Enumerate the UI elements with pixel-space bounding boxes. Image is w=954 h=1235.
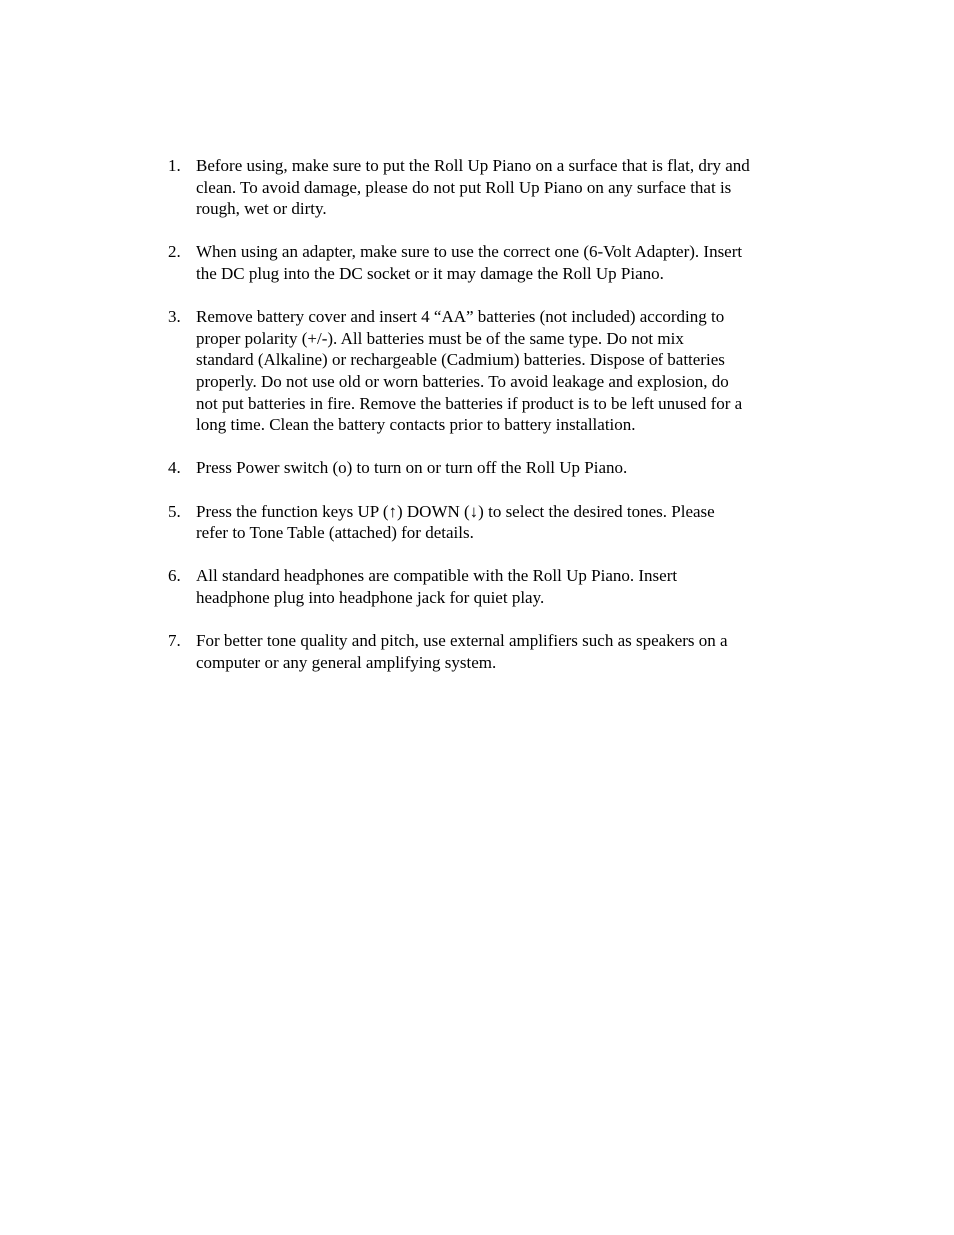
item-text-line: Press the function keys UP (↑) DOWN (↓) to select the desired tones. Please (196, 501, 715, 521)
item-text-line: Before using, make sure to put the Roll Up Piano on a surface that is flat, dry and (196, 156, 750, 175)
item-text-line: refer to Tone Table (attached) for details. (196, 523, 474, 543)
item-number: 6. (168, 566, 181, 586)
item-number: 1. (168, 156, 181, 175)
item-text-line: the DC plug into the DC socket or it may damage the Roll Up Piano. (196, 263, 664, 283)
list-item (168, 155, 818, 220)
item-text-line: headphone plug into headphone jack for quiet play. (196, 587, 545, 607)
item-text-line: long time. Clean the battery contacts prior to battery installation. (196, 415, 636, 435)
item-number: 2. (168, 242, 181, 262)
item-number: 3. (168, 307, 181, 327)
list-item (168, 501, 818, 544)
list-item (168, 457, 818, 479)
item-text-line: All standard headphones are compatible with the Roll Up Piano. Insert (196, 566, 678, 586)
item-text-line: clean. To avoid damage, please do not put Roll Up Piano on any surface that is (196, 177, 732, 197)
list-item (168, 306, 818, 436)
item-text-line: Remove battery cover and insert 4 “AA” batteries (not included) according to (196, 307, 725, 327)
item-number: 7. (168, 631, 181, 651)
list-item (168, 565, 818, 608)
item-number: 4. (168, 458, 181, 478)
item-text-line: For better tone quality and pitch, use external amplifiers such as speakers on a (196, 631, 728, 651)
item-text-line: proper polarity (+/-). All batteries must be of the same type. Do not mix (196, 328, 684, 348)
item-text-line: computer or any general amplifying system. (196, 652, 497, 672)
item-text-line: Press Power switch (o) to turn on or turn off the Roll Up Piano. (196, 458, 628, 478)
item-text-line: When using an adapter, make sure to use the correct one (6-Volt Adapter). Insert (196, 242, 743, 262)
item-text-line: properly. Do not use old or worn batteries. To avoid leakage and explosion, do (196, 371, 729, 391)
item-text-line: rough, wet or dirty. (196, 199, 327, 219)
item-text-line: not put batteries in fire. Remove the batteries if product is to be left unused for a (196, 393, 743, 413)
list-item (168, 241, 818, 284)
item-number: 5. (168, 501, 181, 521)
item-text-line: standard (Alkaline) or rechargeable (Cadmium) batteries. Dispose of batteries (196, 350, 725, 370)
instruction-list (168, 155, 818, 695)
list-item (168, 630, 818, 673)
